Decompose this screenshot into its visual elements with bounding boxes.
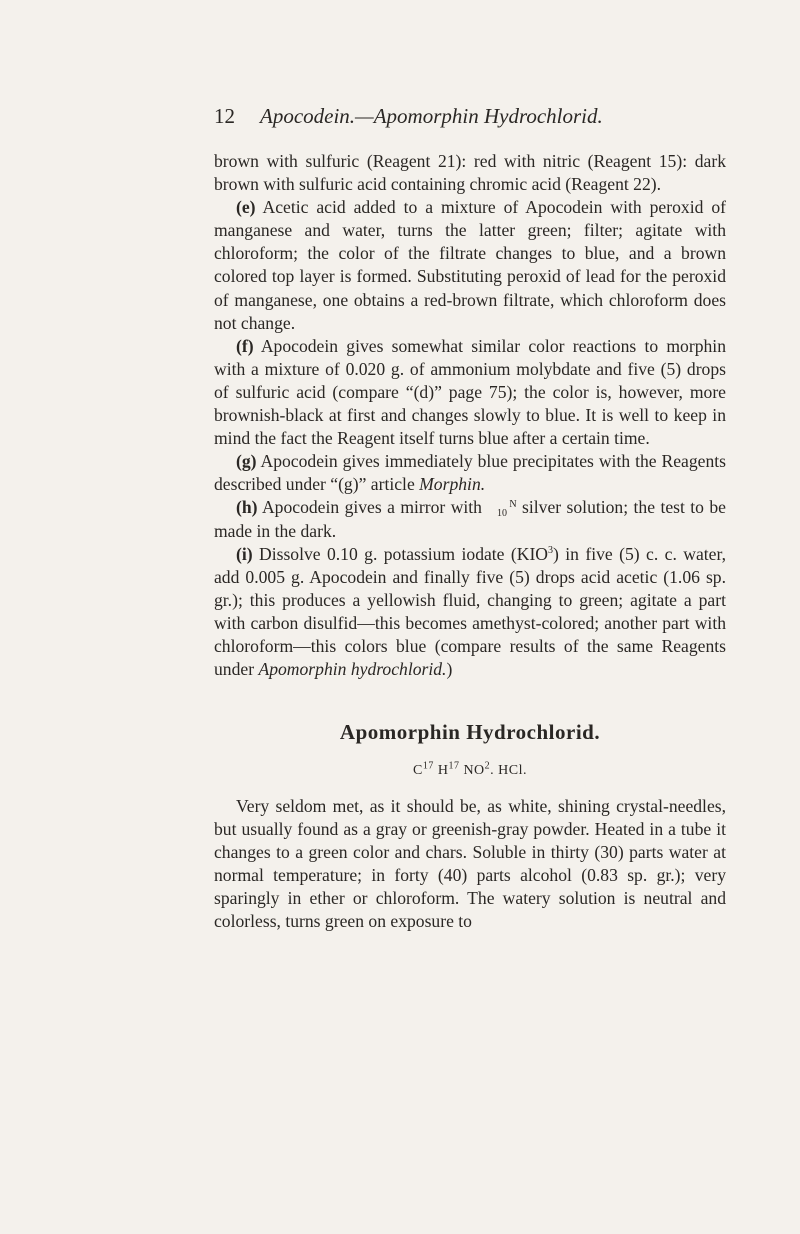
paragraph-text: Acetic acid added to a mixture of Apocodein with peroxid of manganese and water, turns the latter green; filter; agitate with chloroform; the color of the filtrate changes to blue, and a brown colored top layer is formed. Substituting peroxid of lead for the peroxid of manganese, one obtains a red-brown filtrate, which chloroform does not change. — [214, 197, 726, 333]
body-text — [214, 150, 726, 681]
paragraph-text: Dissolve 0.10 g. potassium iodate (KIO — [252, 543, 549, 564]
fraction-denominator: 10 — [497, 508, 507, 520]
page-header — [214, 104, 714, 134]
paragraph-text: ) in five (5) c. c. water, add 0.005 g. Apocodein and finally five (5) drops acid acetic (1.06 sp. gr.); this produces a yellowish fluid, changing to green; agitate a part with carbon disulfid—this becomes amethyst-colored; another part with chloroform—this colors blue (compare results of the same Reagents under — [214, 543, 726, 680]
formula-part: C — [412, 763, 423, 778]
paragraph-g — [214, 450, 726, 496]
section-apomorphin — [214, 720, 726, 934]
formula-sub: 17 — [422, 760, 434, 772]
paragraph-label: (i) — [236, 543, 253, 564]
chemical-formula — [214, 760, 726, 779]
formula-part: NO — [459, 763, 485, 778]
paragraph-text: Apocodein gives immediately blue precipitates with the Reagents described under “(g)” article — [214, 451, 726, 495]
paragraph-label: (f) — [236, 335, 254, 356]
paragraph-label: (e) — [236, 197, 256, 218]
paragraph-f — [214, 335, 726, 450]
paragraph-italic-ref: Morphin. — [419, 474, 486, 495]
page-number: 12 — [214, 104, 235, 128]
paragraph-label: (h) — [236, 497, 258, 518]
section-title: Apomorphin Hydrochlorid. — [339, 720, 601, 744]
paragraph-continuation — [214, 150, 726, 196]
paragraph-italic-ref: Apomorphin hydrochlorid. — [258, 659, 447, 680]
fraction — [487, 500, 516, 518]
running-title: Apocodein.—Apomorphin Hydrochlorid. — [260, 104, 603, 128]
paragraph-text: Apocodein gives somewhat similar color reactions to morphin with a mixture of 0.020 g. of ammonium molybdate and five (5) drops of sulfuric acid (compare “(d)” page 75); the color is, however, more brownish-black at first and changes slowly to blue. It is well to keep in mind the fact the Reagent itself turns blue after a certain time. — [214, 335, 726, 449]
section-body: Very seldom met, as it should be, as white, shining crystal-needles, but usually found as a gray or greenish-gray powder. Heated in a tube it changes to a green color and chars. Soluble in thirty (30) parts water at normal temperature; in forty (40) parts alcohol (0.83 sp. gr.); very sparingly in ether or chloroform. The watery solution is neutral and colorless, turns green on exposure to — [214, 796, 726, 932]
paragraph-label: (g) — [236, 451, 257, 472]
paragraph-text: brown with sulfuric (Reagent 21): red with nitric (Reagent 15): dark brown with sulfuric acid containing chromic acid (Reagent 22). — [214, 151, 726, 195]
paragraph-text: silver solution; the test to be made in the dark. — [214, 497, 726, 541]
paragraph-text: Apocodein gives a mirror with — [257, 497, 488, 518]
superscript: 3 — [548, 544, 554, 556]
paragraph-i — [214, 543, 726, 682]
paragraph-e — [214, 196, 726, 335]
paragraph-h — [214, 496, 726, 542]
formula-sub: 17 — [448, 760, 460, 772]
fraction-numerator: N — [509, 499, 517, 511]
formula-part: H — [433, 763, 449, 778]
formula-part: . HCl. — [490, 763, 528, 778]
formula-sub: 2 — [484, 760, 491, 772]
paragraph-text: ) — [446, 659, 453, 680]
